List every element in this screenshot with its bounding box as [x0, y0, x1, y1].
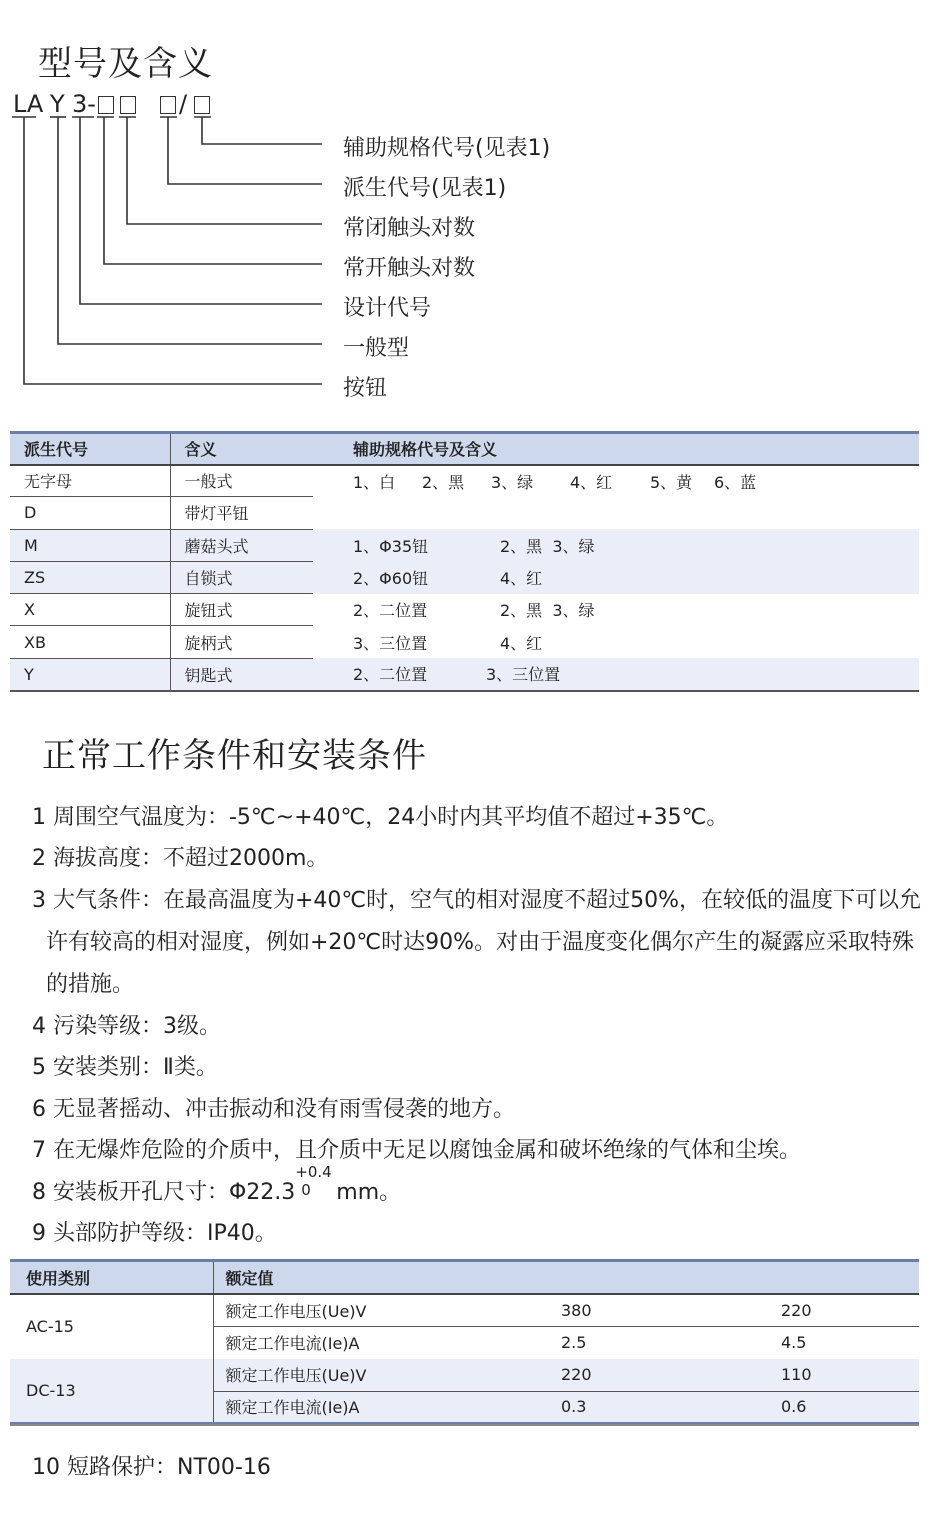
table1-meaning: 旋钮式: [170, 594, 313, 626]
code-3: 3-: [72, 90, 96, 118]
aux-option: 2、黑 3、绿: [500, 601, 595, 621]
table1-meaning: 蘑菇头式: [170, 529, 313, 561]
aux-option: 4、红: [570, 472, 613, 492]
condition-9: 9 头部防护等级：IP40。: [32, 1221, 277, 1246]
legend-no-contacts: 常开触头对数: [343, 256, 476, 281]
condition-8-unit: mm。: [336, 1180, 402, 1205]
table2-header-rating: 额定值: [213, 1261, 919, 1294]
table1-code: M: [10, 529, 170, 561]
divider: [10, 1424, 919, 1426]
legend-button: 按钮: [343, 376, 388, 401]
table1-aux: [313, 497, 919, 529]
table1-header-code: 派生代号: [10, 433, 170, 465]
table1-aux: [313, 658, 919, 690]
table-row: [10, 1294, 919, 1327]
aux-option: 2、黑 3、绿: [500, 536, 595, 556]
table1-meaning: 钥匙式: [170, 658, 313, 690]
table2-value: 380: [549, 1294, 769, 1327]
table1-code: ZS: [10, 561, 170, 593]
table2-value: 0.6: [769, 1391, 919, 1424]
condition-8: [32, 1163, 402, 1206]
condition-10: 10 短路保护：NT00-16: [32, 1455, 271, 1480]
code-y: Y: [50, 90, 65, 118]
table2-value: 4.5: [781, 1333, 807, 1352]
table1-aux: [313, 529, 919, 561]
table1-aux: [313, 626, 919, 658]
aux-option: 4、红: [500, 569, 543, 589]
tolerance-upper: +0.4: [295, 1163, 332, 1181]
tolerance-lower: 0: [301, 1181, 311, 1199]
table2-param: 额定工作电流(Ie)A: [213, 1391, 549, 1424]
legend-nc-contacts: 常闭触头对数: [343, 216, 476, 241]
table1-meaning: 自锁式: [170, 561, 313, 593]
table-row: [10, 529, 919, 561]
aux-option: 1、Φ35钮: [353, 536, 429, 556]
code-box-nc: [120, 96, 136, 114]
code-box-aux: [194, 96, 210, 114]
aux-option: 1、白: [353, 472, 396, 492]
table1-meaning: 一般式: [170, 465, 313, 497]
table1-code: Y: [10, 658, 170, 690]
aux-option: 6、蓝: [714, 472, 757, 492]
legend-design-code: 设计代号: [343, 296, 432, 321]
condition-7: 7 在无爆炸危险的介质中，且介质中无足以腐蚀金属和破坏绝缘的气体和尘埃。: [32, 1138, 801, 1163]
condition-3-line3: 的措施。: [46, 972, 135, 997]
model-code: [10, 88, 340, 124]
table1-meaning: 带灯平钮: [170, 497, 313, 529]
table2-value: 0.3: [549, 1391, 769, 1424]
aux-option: 3、三位置: [353, 633, 428, 653]
legend-general-type: 一般型: [343, 336, 410, 361]
table2-category: AC-15: [10, 1294, 213, 1359]
table1-code: 无字母: [10, 465, 170, 497]
code-box-derivative: [160, 96, 176, 114]
section-title-conditions: 正常工作条件和安装条件: [42, 736, 427, 776]
aux-option: 2、二位置: [353, 601, 428, 621]
condition-6: 6 无显著摇动、冲击振动和没有雨雪侵袭的地方。: [32, 1097, 515, 1122]
table2-param: 额定工作电压(Ue)V: [213, 1294, 549, 1327]
table-row: [10, 1359, 919, 1392]
section-title-model: 型号及含义: [38, 44, 213, 84]
table1-aux: [313, 594, 919, 626]
condition-2: 2 海拔高度：不超过2000m。: [32, 846, 329, 871]
table-row: [10, 594, 919, 626]
aux-option: 5、黄: [650, 472, 693, 492]
condition-8-text: 8 安装板开孔尺寸：Φ22.3: [32, 1180, 296, 1205]
table1-code: D: [10, 497, 170, 529]
condition-3-line1: 3 大气条件：在最高温度为+40℃时，空气的相对湿度不超过50%，在较低的温度下可以允: [32, 888, 922, 913]
aux-option: 2、二位置: [353, 665, 428, 685]
table2-param: 额定工作电压(Ue)V: [213, 1359, 549, 1392]
aux-option: 3、三位置: [486, 665, 561, 685]
table-row: [10, 626, 919, 658]
condition-1: 1 周围空气温度为：-5℃~+40℃，24小时内其平均值不超过+35℃。: [32, 805, 729, 830]
table1-header-meaning: 含义: [170, 433, 313, 465]
table1-header-aux: 辅助规格代号及含义: [313, 433, 919, 465]
table1-aux: [313, 561, 919, 593]
table-row: [10, 465, 919, 497]
legend-derivative: 派生代号(见表1): [343, 176, 507, 201]
table2-value: 2.5: [561, 1333, 587, 1352]
table1-code: XB: [10, 626, 170, 658]
table-row: [10, 561, 919, 593]
rating-table: [10, 1259, 919, 1425]
table-row: [10, 658, 919, 690]
aux-option: 4、红: [500, 633, 543, 653]
aux-option: 2、Φ60钮: [353, 569, 429, 589]
table2-header-category: 使用类别: [10, 1261, 213, 1294]
condition-4: 4 污染等级：3级。: [32, 1014, 221, 1039]
code-slash: /: [179, 90, 188, 118]
code-box-no: [98, 96, 114, 114]
aux-option: 2、黑: [422, 472, 465, 492]
table-row: [10, 497, 919, 529]
table2-value: 220: [549, 1359, 769, 1392]
table2-category: DC-13: [10, 1359, 213, 1424]
aux-option: 3、绿: [491, 472, 534, 492]
condition-5: 5 安装类别：Ⅱ类。: [32, 1055, 218, 1080]
table1-aux: [313, 465, 919, 497]
tolerance: [295, 1163, 332, 1199]
derivative-code-table: [10, 431, 919, 692]
legend-aux-spec: 辅助规格代号(见表1): [343, 136, 551, 161]
table1-meaning: 旋柄式: [170, 626, 313, 658]
code-la: LA: [13, 90, 44, 118]
table2-param: 额定工作电流(Ie)A: [225, 1334, 360, 1353]
table2-value: 110: [769, 1359, 919, 1392]
condition-3-line2: 许有较高的相对湿度，例如+20℃时达90%。对由于温度变化偶尔产生的凝露应采取特殊: [46, 930, 915, 955]
table1-code: X: [10, 594, 170, 626]
table2-value: 220: [769, 1294, 919, 1327]
